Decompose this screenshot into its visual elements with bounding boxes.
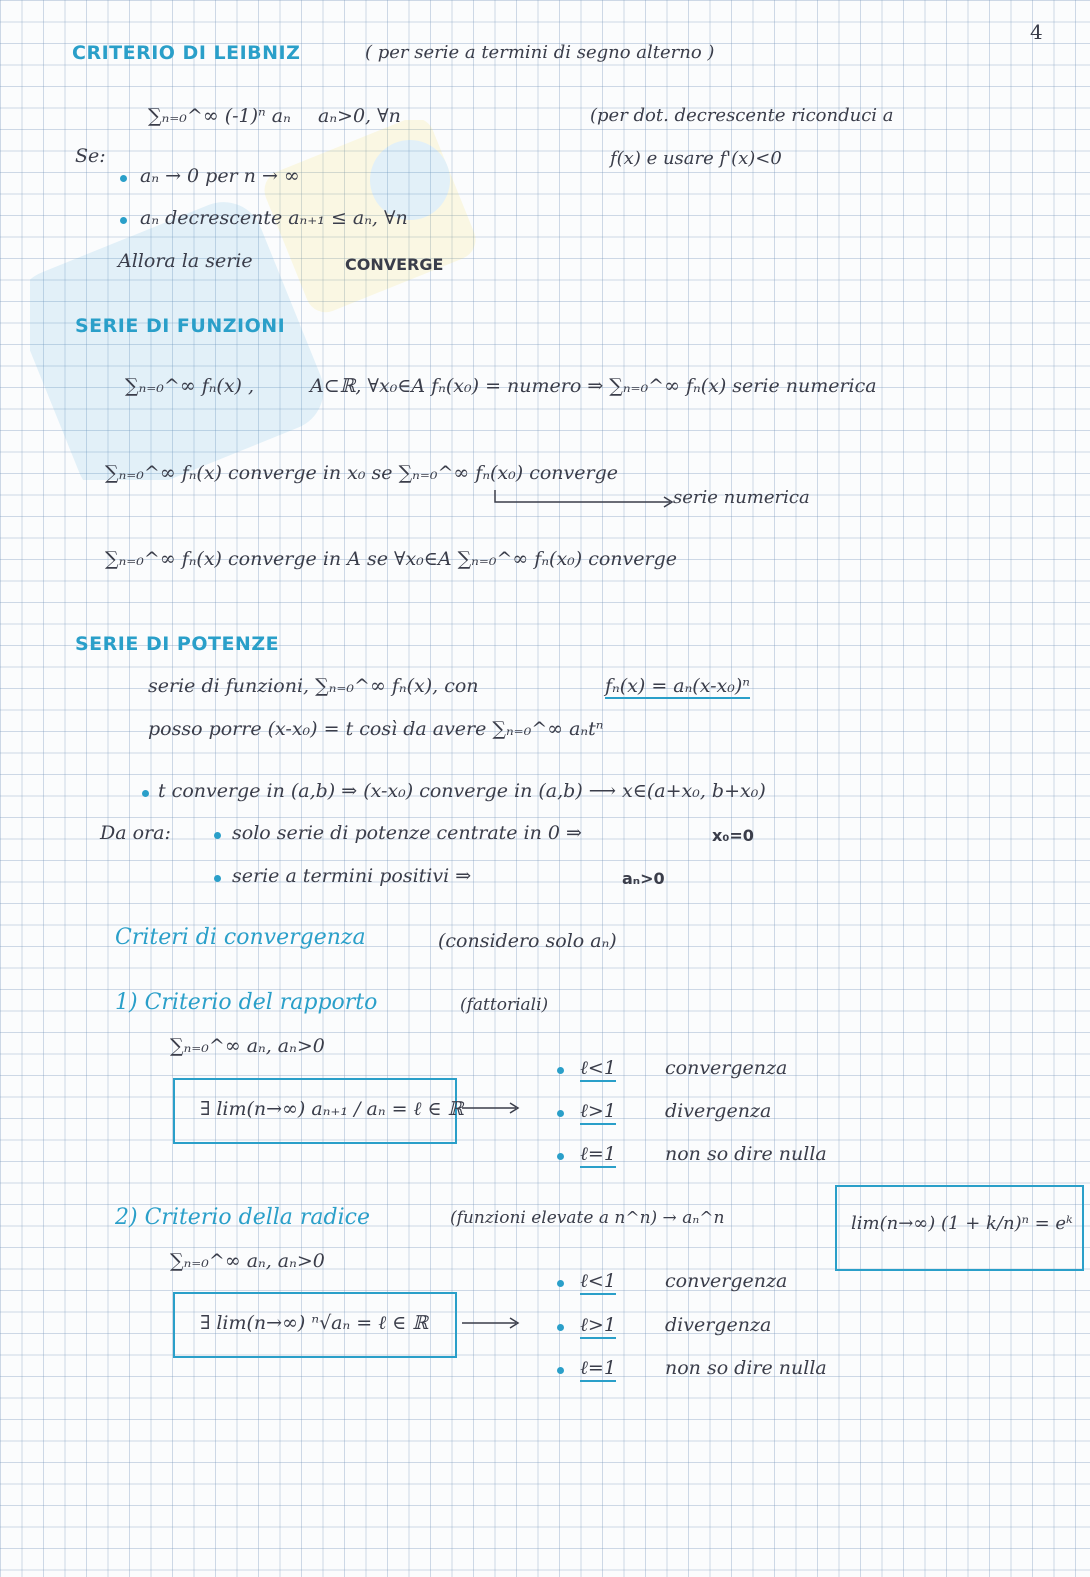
rapporto-case-3-cond: ℓ=1: [580, 1143, 616, 1168]
radice-series: ∑ₙ₌₀^∞ aₙ, aₙ>0: [170, 1250, 325, 1272]
funzioni-line1-b: A⊂ℝ, ∀x₀∈A fₙ(x₀) = numero ⇒ ∑ₙ₌₀^∞ fₙ(x) serie numerica: [310, 375, 877, 397]
leibniz-se: Se:: [75, 145, 106, 167]
page-number: 4: [1030, 20, 1043, 44]
leibniz-conclusion: Allora la serie: [118, 250, 253, 272]
leibniz-title: CRITERIO DI LEIBNIZ: [72, 42, 301, 64]
rapporto-case-2-cond: ℓ>1: [580, 1100, 616, 1125]
radice-case-3-result: non so dire nulla: [665, 1357, 827, 1379]
leibniz-note-line2: f(x) e usare f'(x)<0: [610, 148, 782, 169]
rapporto-arrow: [460, 1100, 522, 1116]
bullet: [214, 875, 221, 882]
rapporto-note: (fattoriali): [460, 995, 549, 1015]
potenze-da-ora1: solo serie di potenze centrate in 0 ⇒: [232, 822, 582, 844]
potenze-da-ora2: serie a termini positivi ⇒: [232, 865, 472, 887]
bullet: [214, 832, 221, 839]
bullet: [557, 1110, 564, 1117]
leibniz-converge: CONVERGE: [345, 255, 444, 274]
radice-case-3-cond: ℓ=1: [580, 1357, 616, 1382]
funzioni-line2: ∑ₙ₌₀^∞ fₙ(x) converge in x₀ se ∑ₙ₌₀^∞ fₙ(x₀) converge: [105, 462, 618, 484]
potenze-da-ora: Da ora:: [100, 822, 171, 844]
potenze-da-ora2-b: aₙ>0: [622, 869, 665, 888]
leibniz-subtitle: ( per serie a termini di segno alterno ): [365, 42, 715, 63]
bullet: [557, 1280, 564, 1287]
criteri-note: (considero solo aₙ): [438, 930, 617, 952]
rapporto-case-1-result: convergenza: [665, 1057, 788, 1079]
potenze-line1-def: fₙ(x) = aₙ(x-x₀)ⁿ: [605, 675, 750, 697]
leibniz-cond1: aₙ → 0 per n → ∞: [140, 165, 300, 187]
radice-note: (funzioni elevate a n^n) → aₙ^n: [450, 1208, 725, 1228]
potenze-title: SERIE DI POTENZE: [75, 633, 280, 655]
bullet: [557, 1367, 564, 1374]
rapporto-case-3-result: non so dire nulla: [665, 1143, 827, 1165]
potenze-line2: posso porre (x-x₀) = t così da avere ∑ₙ₌₀^∞ aₙtⁿ: [148, 718, 604, 740]
radice-box-formula: ∃ lim(n→∞) ⁿ√aₙ = ℓ ∈ ℝ: [200, 1312, 429, 1334]
leibniz-condition: aₙ>0, ∀n: [318, 105, 401, 127]
bullet: [120, 175, 127, 182]
bullet: [557, 1067, 564, 1074]
radice-arrow: [460, 1315, 522, 1331]
funzioni-bracket: [490, 488, 680, 508]
leibniz-cond2: aₙ decrescente aₙ₊₁ ≤ aₙ, ∀n: [140, 207, 408, 229]
radice-case-2-result: divergenza: [665, 1314, 772, 1336]
radice-box: [173, 1292, 457, 1358]
leibniz-note-line1: (per dot. decrescente riconduci a: [590, 105, 894, 126]
radice-case-1-cond: ℓ<1: [580, 1270, 616, 1295]
radice-title: 2) Criterio della radice: [115, 1205, 370, 1230]
rapporto-box-formula: ∃ lim(n→∞) aₙ₊₁ / aₙ = ℓ ∈ ℝ: [200, 1098, 464, 1120]
potenze-da-ora1-b: x₀=0: [712, 826, 754, 845]
radice-case-2-cond: ℓ>1: [580, 1314, 616, 1339]
bullet: [557, 1324, 564, 1331]
bullet: [557, 1153, 564, 1160]
potenze-line3: t converge in (a,b) ⇒ (x-x₀) converge in (a,b) ⟶ x∈(a+x₀, b+x₀): [158, 780, 766, 802]
funzioni-line3: ∑ₙ₌₀^∞ fₙ(x) converge in A se ∀x₀∈A ∑ₙ₌₀^∞ fₙ(x₀) converge: [105, 548, 678, 570]
funzioni-title: SERIE DI FUNZIONI: [75, 315, 286, 337]
limit-box: [835, 1185, 1084, 1271]
leibniz-formula: ∑ₙ₌₀^∞ (-1)ⁿ aₙ: [148, 105, 291, 127]
funzioni-line2-note: serie numerica: [673, 487, 810, 508]
funzioni-line1-a: ∑ₙ₌₀^∞ fₙ(x) ,: [125, 375, 255, 397]
rapporto-case-2-result: divergenza: [665, 1100, 772, 1122]
rapporto-series: ∑ₙ₌₀^∞ aₙ, aₙ>0: [170, 1035, 325, 1057]
potenze-line1: serie di funzioni, ∑ₙ₌₀^∞ fₙ(x), con: [148, 675, 479, 697]
rapporto-box: [173, 1078, 464, 1144]
bullet: [120, 217, 127, 224]
rapporto-case-1-cond: ℓ<1: [580, 1057, 616, 1082]
bullet: [142, 790, 149, 797]
criteri-title: Criteri di convergenza: [115, 925, 366, 950]
radice-case-1-result: convergenza: [665, 1270, 788, 1292]
rapporto-title: 1) Criterio del rapporto: [115, 990, 378, 1015]
limit-box-formula: lim(n→∞) (1 + k/n)ⁿ = eᵏ: [851, 1213, 1073, 1234]
